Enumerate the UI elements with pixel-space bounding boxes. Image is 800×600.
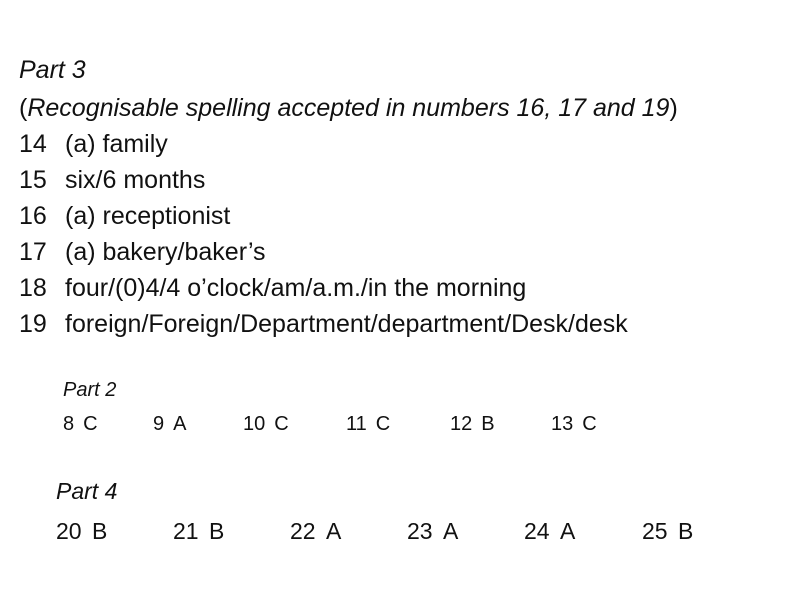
answer-text: (a) family [65, 130, 168, 158]
answer-row [19, 162, 678, 198]
answer-text: (a) receptionist [65, 202, 231, 230]
answer-item [290, 518, 341, 545]
answer-row [19, 234, 678, 270]
note-close-paren: ) [669, 94, 678, 122]
question-number: 13 [551, 413, 574, 435]
question-number: 14 [19, 130, 47, 158]
part-4-heading: Part 4 [56, 478, 118, 504]
question-number: 23 [407, 518, 433, 544]
question-number: 21 [173, 518, 199, 544]
part-3-heading: Part 3 [19, 56, 86, 84]
answer-row [19, 198, 678, 234]
part-4-answers [56, 518, 776, 552]
question-number: 18 [19, 274, 47, 302]
question-number: 22 [290, 518, 316, 544]
answer-item [153, 413, 186, 436]
answer-item [551, 413, 597, 436]
question-number: 25 [642, 518, 668, 544]
question-number: 12 [450, 413, 473, 435]
question-number: 10 [243, 413, 266, 435]
answer-letter: B [481, 413, 495, 435]
answer-item [346, 413, 390, 436]
answer-item [173, 518, 224, 545]
answer-item [407, 518, 458, 545]
answer-text: six/6 months [65, 166, 206, 194]
question-number: 20 [56, 518, 82, 544]
question-number: 24 [524, 518, 550, 544]
answer-row [19, 270, 678, 306]
answer-item [524, 518, 575, 545]
answer-item [63, 413, 98, 436]
answer-text: four/(0)4/4 o’clock/am/a.m./in the morning [65, 274, 527, 302]
answer-item [642, 518, 693, 545]
answer-letter: C [83, 413, 98, 435]
answer-letter: B [208, 518, 225, 544]
answer-letter: C [375, 413, 391, 435]
answer-letter: A [559, 518, 576, 544]
answer-letter: B [91, 518, 108, 544]
part-3-section [19, 52, 678, 342]
question-number: 16 [19, 202, 47, 230]
question-number: 17 [19, 238, 47, 266]
note-text: Recognisable spelling accepted in numbers 16, 17 and 19 [27, 94, 670, 122]
answer-item [450, 413, 495, 436]
note-open-paren: ( [19, 94, 28, 122]
part-4-section [56, 476, 776, 552]
answer-letter: C [582, 413, 597, 435]
answer-letter: A [442, 518, 459, 544]
answer-text: foreign/Foreign/Department/department/Desk/desk [65, 310, 628, 338]
answer-letter: B [677, 518, 694, 544]
part-2-heading: Part 2 [63, 379, 117, 401]
part-2-answers [63, 413, 703, 443]
question-number: 11 [346, 413, 367, 435]
answer-row [19, 126, 678, 162]
question-number: 8 [63, 413, 75, 435]
question-number: 9 [153, 413, 165, 435]
question-number: 19 [19, 310, 47, 338]
answer-item [56, 518, 107, 545]
question-number: 15 [19, 166, 47, 194]
answer-letter: A [173, 413, 187, 435]
spelling-note [19, 90, 678, 126]
answer-letter: A [325, 518, 342, 544]
part-2-section [63, 377, 703, 443]
answer-item [243, 413, 289, 436]
answer-text: (a) bakery/baker’s [65, 238, 266, 266]
answer-letter: C [274, 413, 289, 435]
answer-row [19, 306, 678, 342]
